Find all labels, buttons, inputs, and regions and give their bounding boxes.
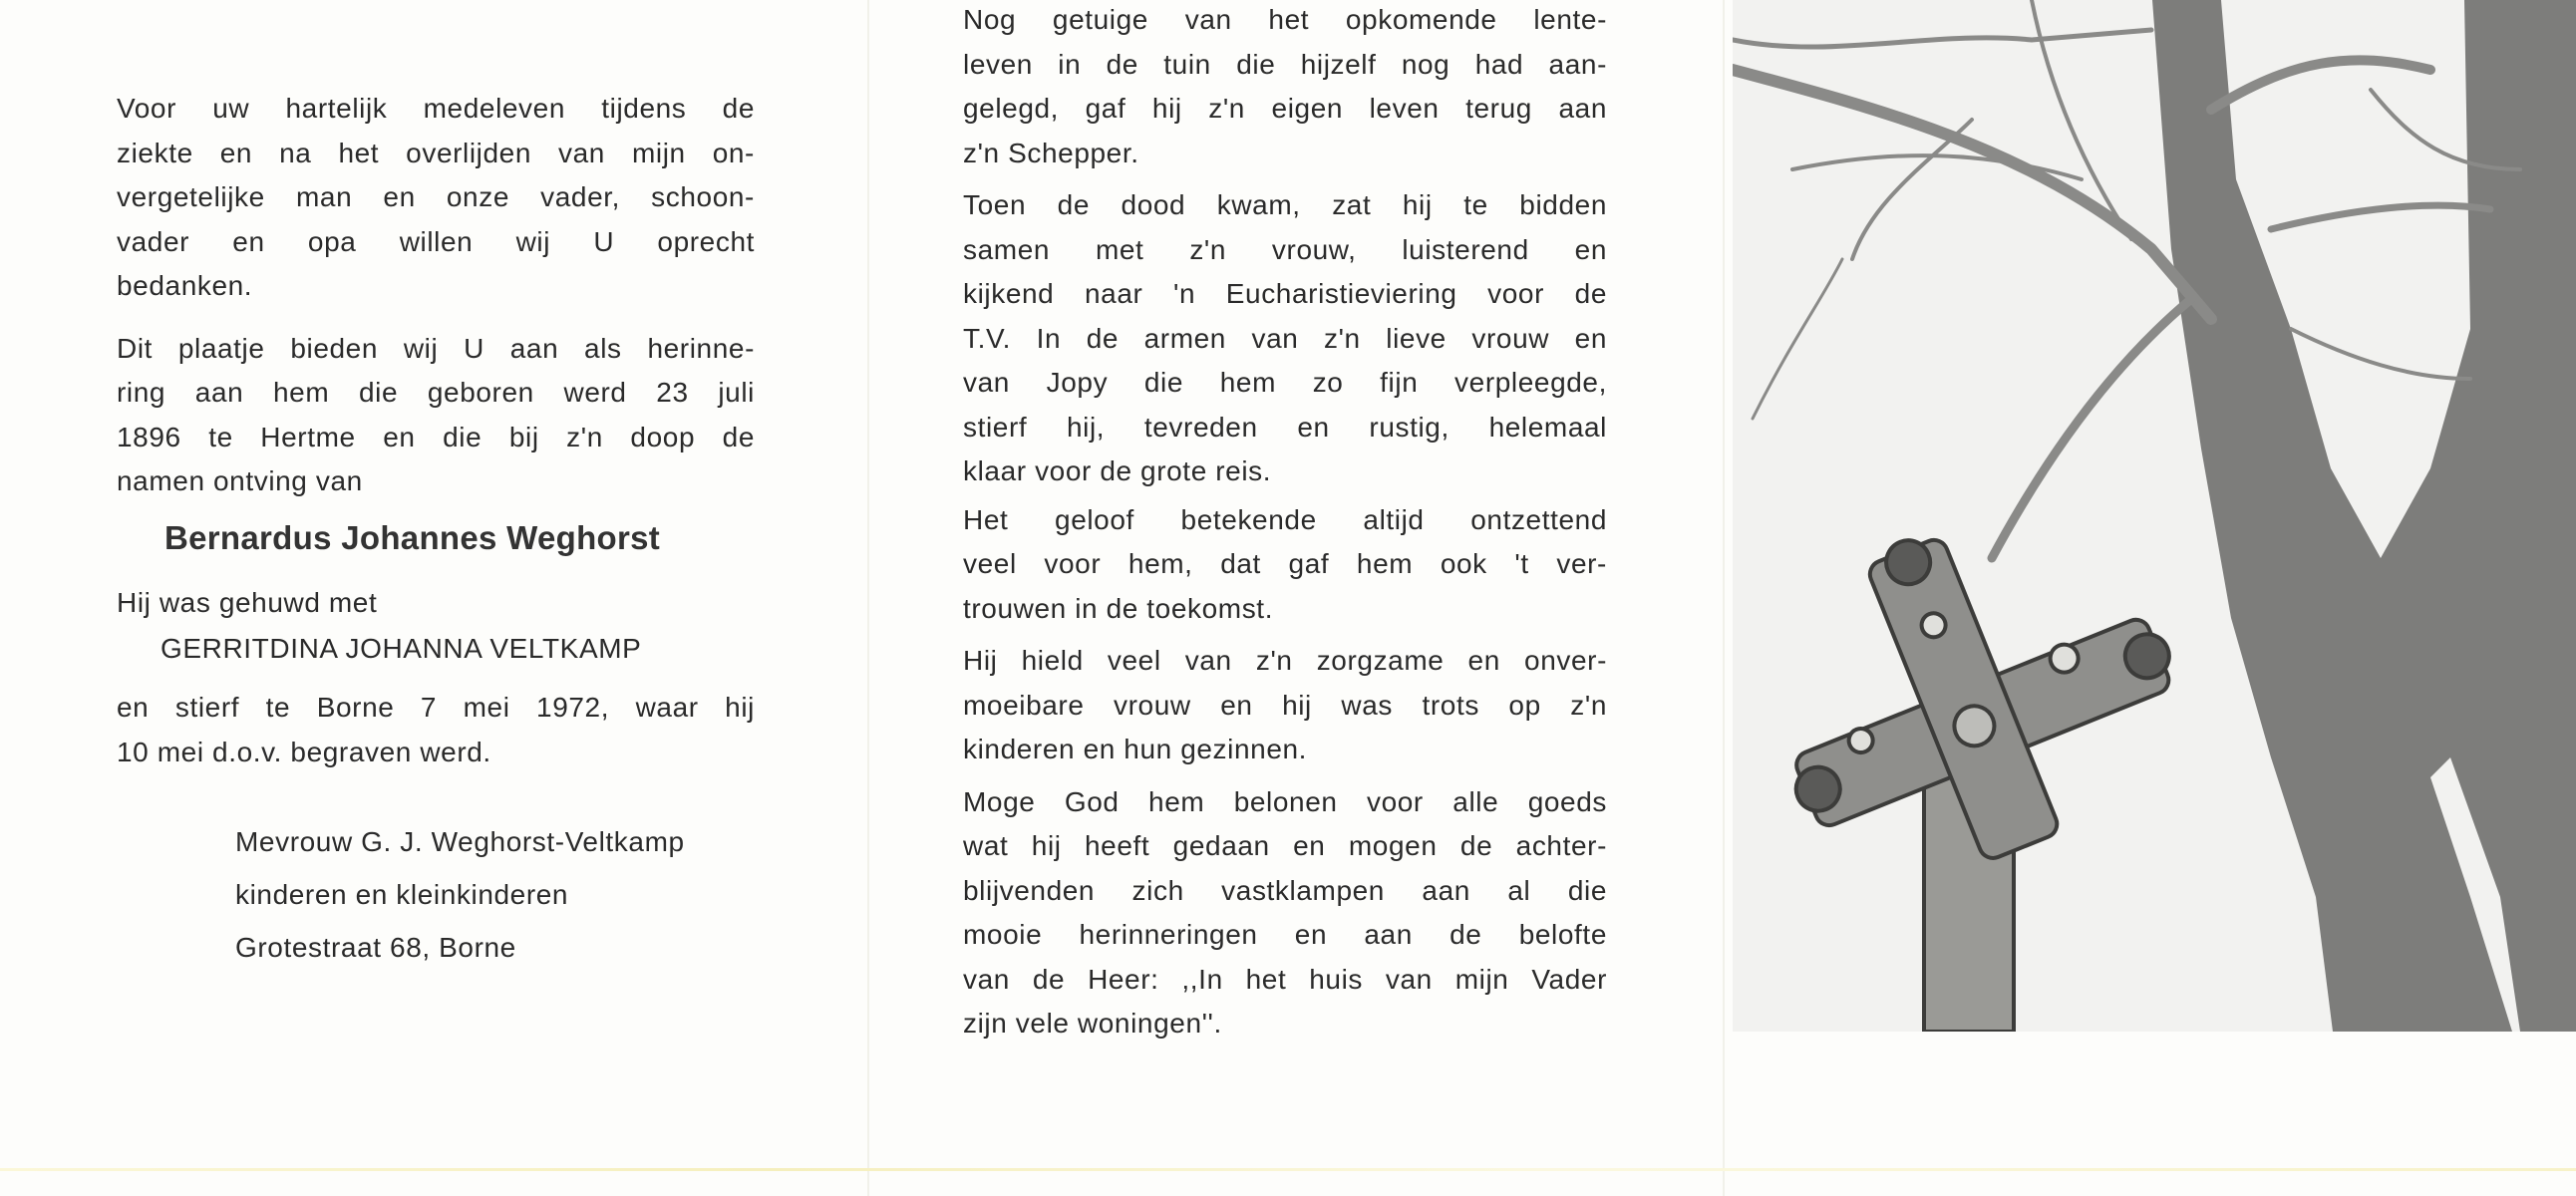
text-line: Hij hield veel van z'n zorgzame en onver- [963,645,1607,676]
left-panel [117,87,755,974]
text-line: Dit plaatje bieden wij U aan als herinne- [117,332,755,364]
text-line: kinderen en hun gezinnen. [963,734,1308,764]
text-line: en stierf te Borne 7 mei 1972, waar hij [117,692,755,723]
text-line: trouwen in de toekomst. [963,592,1274,624]
text-line: samen met z'n vrouw, luisterend en [963,233,1607,265]
card-bottom-edge [0,1168,2576,1171]
text-line: Nog getuige van het opkomende lente- [963,4,1607,35]
text-line: ring aan hem die geboren werd 23 juli [117,377,755,408]
text-line: stierf hij, tevreden en rustig, helemaal [963,411,1607,443]
thanks-paragraph [117,87,755,309]
text-line: 10 mei d.o.v. begraven werd. [117,736,491,767]
signature-line: Mevrouw G. J. Weghorst-Veltkamp [235,826,685,857]
text-line: leven in de tuin die hijzelf nog had aan- [963,48,1607,80]
text-line: Het geloof betekende altijd ontzettend [963,503,1607,535]
text-line: klaar voor de grote reis. [963,455,1272,486]
text-line: vergetelijke man en onze vader, schoon- [117,181,755,212]
fold-line-left [867,0,869,1196]
text-line: vader en opa willen wij U oprecht [117,225,755,257]
text-line: z'n Schepper. [963,137,1139,168]
center-paragraph [963,183,1607,494]
text-line: bedanken. [117,270,253,301]
text-line: gelegd, gaf hij z'n eigen leven terug aan [963,93,1607,124]
text-line: mooie herinneringen en aan de belofte [963,919,1607,950]
text-line: 1896 te Hertme en die bij z'n doop de [117,421,755,452]
center-panel [963,0,1607,1046]
text-line: moeibare vrouw en hij was trots op z'n [963,689,1607,721]
text-line: Voor uw hartelijk medeleven tijdens de [117,93,755,124]
memorial-paragraph [117,327,755,504]
center-paragraph [963,780,1607,1046]
text-line: kijkend naar 'n Eucharistieviering voor de [963,278,1607,309]
text-line: ziekte en na het overlijden van mijn on- [117,137,755,168]
text-line: blijvenden zich vastklampen aan al die [963,874,1607,906]
deceased-name: Bernardus Johannes Weghorst [164,518,661,556]
spouse-name: GERRITDINA JOHANNA VELTKAMP [161,632,642,664]
center-paragraph [963,0,1607,175]
tree-and-cross-photo-icon [1733,0,2576,1032]
text-line: zijn vele woningen''. [963,1008,1222,1039]
text-line: Toen de dood kwam, zat hij te bidden [963,189,1607,220]
text-line: Moge God hem belonen voor alle goeds [963,785,1607,817]
fold-line-right [1723,0,1725,1196]
death-paragraph [117,686,755,774]
center-paragraph [963,498,1607,632]
signature-block [117,815,755,974]
signature-line: kinderen en kleinkinderen [235,879,569,910]
signature-line: Grotestraat 68, Borne [235,932,516,963]
text-line: veel voor hem, dat gaf hem ook 't ver- [963,548,1607,579]
text-line: wat hij heeft gedaan en mogen de achter- [963,830,1607,861]
text-line: T.V. In de armen van z'n lieve vrouw en [963,322,1607,354]
center-paragraph [963,639,1607,772]
text-line: namen ontving van [117,465,363,496]
text-line: van de Heer: ,,In het huis van mijn Vader [963,963,1607,995]
text-line: van Jopy die hem zo fijn verpleegde, [963,367,1607,398]
married-line: Hij was gehuwd met [117,587,378,618]
